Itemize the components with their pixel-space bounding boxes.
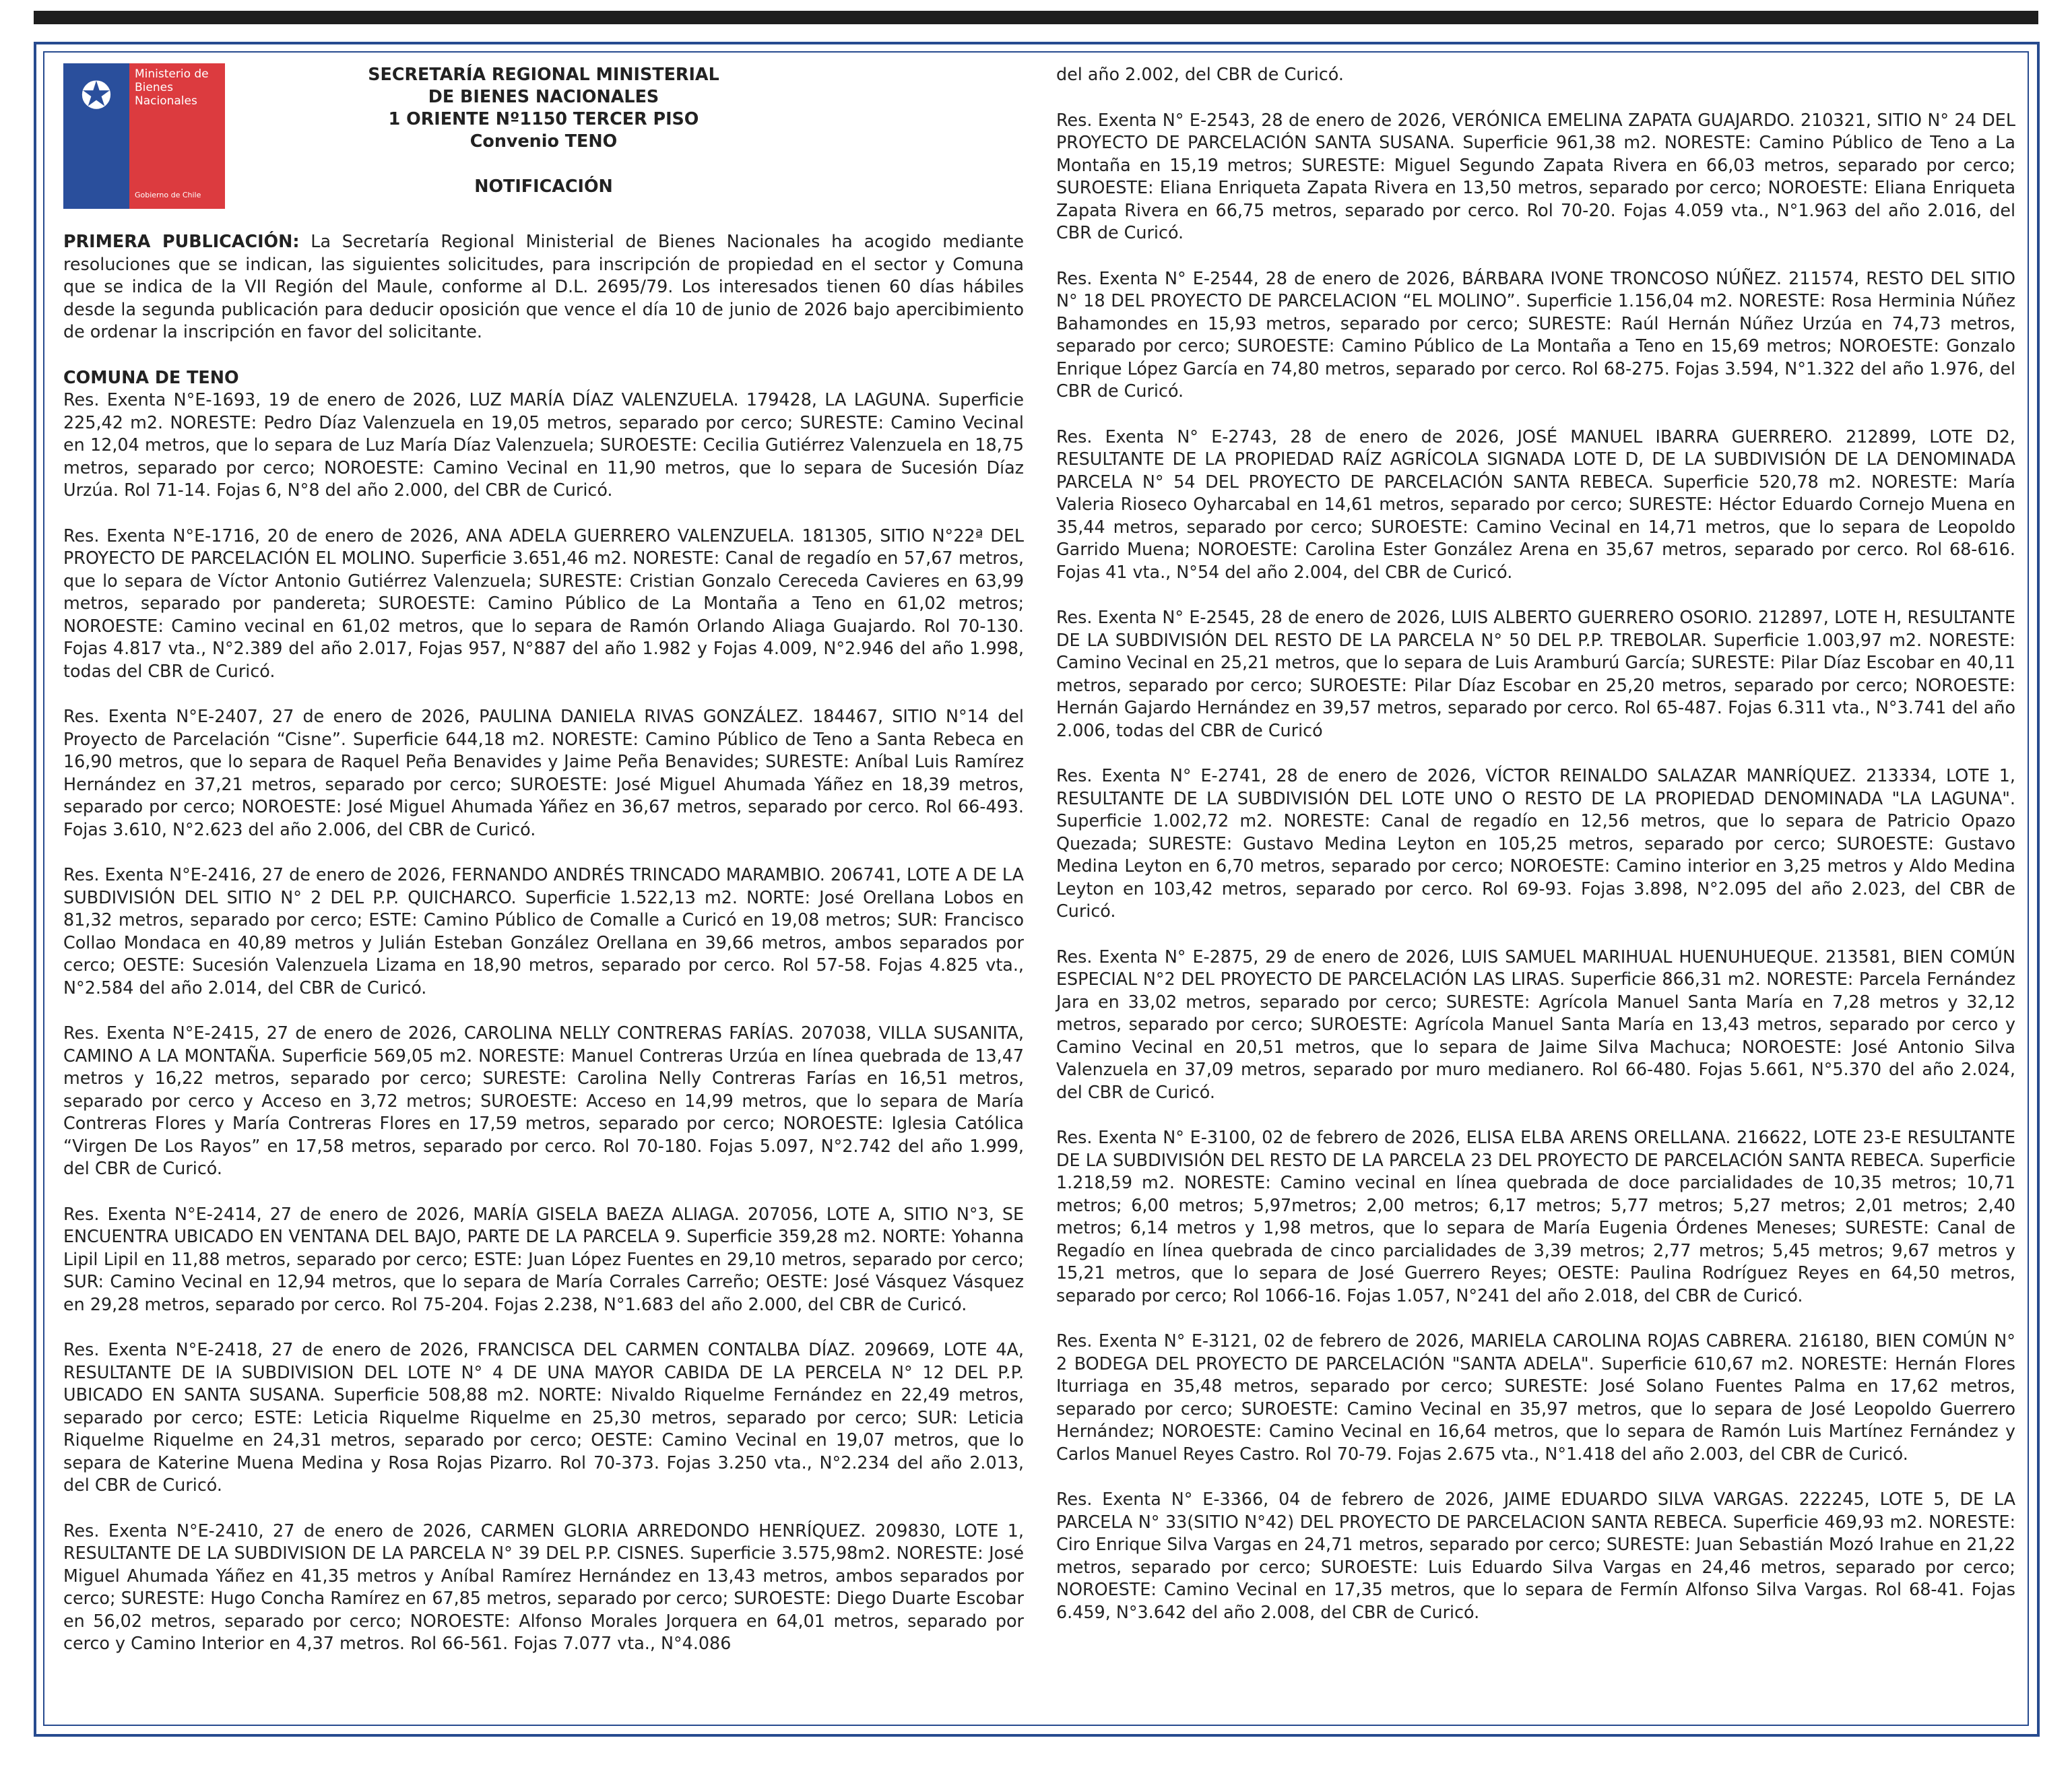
header-text [225,63,1024,209]
top-black-bar [34,11,2038,24]
entry-paragraph: Res. Exenta N° E-2543, 28 de enero de 2026, VERÓNICA EMELINA ZAPATA GUAJARDO. 210321, SITIO N° 24 DEL PROYECTO DE PARCELACIÓN SANTA SUSANA. Superficie 961,38 m2. NORESTE: Camino Público de Teno a La Montaña en 15,19 metros; SURESTE: Miguel Segundo Zapata Rivera en 66,03 metros, separado por cerco; SUROESTE: Eliana Enriqueta Zapata Rivera en 13,50 metros, separado por cerco; NOROESTE: Eliana Enriqueta Zapata Rivera en 66,75 metros, separado por cerco. Rol 70-20. Fojas 4.059 vta., N°1.963 del año 2.016, del CBR de Curicó. [1056,109,2015,243]
logo-government-text: Gobierno de Chile [135,191,201,199]
right-column [1056,63,2015,1624]
entry-paragraph: Res. Exenta N° E-2875, 29 de enero de 2026, LUIS SAMUEL MARIHUAL HUENUHUEQUE. 213581, BIEN COMÚN ESPECIAL N°2 DEL PROYECTO DE PARCELACIÓN LAS LIRAS. Superficie 866,31 m2. NORESTE: Parcela Fernández Jara en 33,02 metros, separado por cerco; SURESTE: Agrícola Manuel Santa María en 7,28 metros y 32,12 metros, separado por cerco; SUROESTE: Agrícola Manuel Santa María en 13,43 metros, separado por cerco y Camino Vecinal en 20,51 metros, que lo separa de Jaime Silva Machuca; NOROESTE: José Antonio Silva Valenzuela en 37,09 metros, separado por muro medianero. Rol 66-480. Fojas 5.661, N°5.370 del año 2.024, del CBR de Curicó. [1056,946,2015,1102]
intro-text: La Secretaría Regional Ministerial de Bienes Nacionales ha acogido mediante resoluciones que se indican, las siguientes solicitudes, para inscripción de propiedad en el sector y Comuna que se indica de la VII Región del Maule, conforme al D.L. 2695/79. Los interesados tienen 60 días hábiles desde la segunda publicación para deducir oposición que vence el día 10 de junio de 2026 bajo apercibimiento de ordenar la inscripción en favor del solicitante. [63,231,1024,342]
notice-header [63,63,1024,209]
entry-continuation: del año 2.002, del CBR de Curicó. [1056,64,1344,84]
entry-paragraph: Res. Exenta N°E-2407, 27 de enero de 2026, PAULINA DANIELA RIVAS GONZÁLEZ. 184467, SITIO N°14 del Proyecto de Parcelación “Cisne”. Superficie 644,18 m2. NORESTE: Camino Público de Teno a Santa Rebeca en 16,90 metros, que lo separa de Raquel Peña Benavides y Jaime Peña Benavides; SURESTE: Aníbal Luis Ramírez Hernández en 37,21 metros, separado por cerco; SUROESTE: José Miguel Ahumada Yáñez en 18,39 metros, separado por cerco; NOROESTE: José Miguel Ahumada Yáñez en 36,67 metros, separado por cerco. Rol 66-493. Fojas 3.610, N°2.623 del año 2.006, del CBR de Curicó. [63,706,1024,839]
entry-paragraph: Res. Exenta N°E-2410, 27 de enero de 2026, CARMEN GLORIA ARREDONDO HENRÍQUEZ. 209830, LOTE 1, RESULTANTE DE LA SUBDIVISION DE LA PARCELA N° 39 DEL P.P. CISNES. Superficie 3.575,98m2. NORESTE: José Miguel Ahumada Yáñez en 41,35 metros y Aníbal Ramírez Hernández en 13,43 metros, ambos separados por cerco; SURESTE: Hugo Concha Ramírez en 67,85 metros, separado por cerco; SUROESTE: Diego Duarte Escobar en 56,02 metros, separado por cerco; NOROESTE: Alfonso Morales Jorquera en 64,01 metros, separado por cerco y Camino Interior en 4,37 metros. Rol 66-561. Fojas 7.077 vta., N°4.086 [63,1520,1024,1653]
entry-paragraph: Res. Exenta N°E-1693, 19 de enero de 2026, LUZ MARÍA DÍAZ VALENZUELA. 179428, LA LAGUNA. Superficie 225,42 m2. NORESTE: Pedro Díaz Valenzuela en 19,05 metros, separado por cerco; SURESTE: Camino Vecinal en 12,04 metros, que lo separa de Luz María Díaz Valenzuela; SUROESTE: Cecilia Gutiérrez Valenzuela en 18,75 metros, separado por cerco; NOROESTE: Camino Vecinal en 11,90 metros, que lo separa de Sucesión Díaz Urzúa. Rol 71-14. Fojas 6, N°8 del año 2.000, del CBR de Curicó. [63,389,1024,500]
entry-paragraph: Res. Exenta N°E-1716, 20 de enero de 2026, ANA ADELA GUERRERO VALENZUELA. 181305, SITIO N°22ª DEL PROYECTO DE PARCELACIÓN EL MOLINO. Superficie 3.651,46 m2. NORESTE: Canal de regadío en 57,67 metros, que lo separa de Víctor Antonio Gutiérrez Valenzuela; SURESTE: Cristian Gonzalo Cereceda Cavieres en 63,99 metros, separado por pandereta; SUROESTE: Camino Público de La Montaña a Teno en 61,02 metros; NOROESTE: Camino vecinal en 61,02 metros, que lo separa de Ramón Orlando Aliaga Guajardo. Rol 70-130. Fojas 4.817 vta., N°2.389 del año 2.017, Fojas 957, N°887 del año 1.982 y Fojas 4.009, N°2.946 del año 1.998, todas del CBR de Curicó. [63,525,1024,681]
logo-red-panel [129,63,225,209]
ministry-logo [63,63,225,209]
intro-paragraph [63,230,1024,344]
entry-paragraph: Res. Exenta N°E-2418, 27 de enero de 2026, FRANCISCA DEL CARMEN CONTALBA DÍAZ. 209669, LOTE 4A, RESULTANTE DE lA SUBDIVISION DEL LOTE N° 4 DE UNA MAYOR CABIDA DE LA PERCELA N° 12 DEL P.P. UBICADO EN SANTA SUSANA. Superficie 508,88 m2. NORTE: Nivaldo Riquelme Fernández en 22,49 metros, separado por cerco; ESTE: Leticia Riquelme Riquelme en 25,30 metros, separado por cerco; SUR: Leticia Riquelme Riquelme en 24,31 metros, separado por cerco; OESTE: Camino Vecinal en 19,07 metros, que lo separa de Katerine Muena Medina y Rosa Rojas Pizarro. Rol 70-373. Fojas 3.250 vta., N°2.234 del año 2.013, del CBR de Curicó. [63,1339,1024,1495]
entry-paragraph: Res. Exenta N° E-3100, 02 de febrero de 2026, ELISA ELBA ARENS ORELLANA. 216622, LOTE 23-E RESULTANTE DE LA SUBDIVISIÓN DEL RESTO DE LA PARCELA 23 DEL PROYECTO DE PARCELACIÓN SANTA REBECA. Superficie 1.218,59 m2. NORESTE: Camino vecinal en línea quebrada de doce parcialidades de 10,35 metros; 10,71 metros; 6,00 metros; 5,97metros; 2,00 metros; 6,17 metros; 5,77 metros; 5,27 metros; 2,01 metros; 2,40 metros; 6,14 metros y 1,98 metros, que lo separa de María Eugenia Órdenes Meneses; SURESTE: Canal de Regadío en línea quebrada de cinco parcialidades de 3,39 metros; 2,77 metros; 5,45 metros; 9,67 metros y 15,21 metros, que lo separa de José Guerrero Reyes; OESTE: Paulina Rodríguez Reyes en 64,50 metros, separado por cerco; Rol 1066-16. Fojas 1.057, N°241 del año 2.018, del CBR de Curicó. [1056,1127,2015,1306]
header-line-4: Convenio TENO [470,131,618,151]
coat-of-arms-icon: ✪ [80,74,112,118]
commune-title: COMUNA DE TENO [63,366,239,387]
logo-ministry-text: Ministerio de Bienes Nacionales [135,67,209,108]
entry-paragraph: Res. Exenta N° E-2741, 28 de enero de 2026, VÍCTOR REINALDO SALAZAR MANRÍQUEZ. 213334, LOTE 1, RESULTANTE DE LA SUBDIVISIÓN DEL LOTE UNO O RESTO DE LA PROPIEDAD DENOMINADA "LA LAGUNA". Superficie 1.002,72 m2. NORESTE: Canal de regadío en 12,56 metros, que lo separa de Patricio Opazo Quezada; SURESTE: Gustavo Medina Leyton en 105,25 metros, separado por cerco; SUROESTE: Gustavo Medina Leyton en 6,70 metros, separado por cerco; NOROESTE: Camino interior en 3,25 metros y Aldo Medina Leyton en 103,42 metros, separado por cerco. Rol 69-93. Fojas 3.898, N°2.095 del año 2.023, del CBR de Curicó. [1056,765,2015,921]
entry-paragraph: Res. Exenta N°E-2414, 27 de enero de 2026, MARÍA GISELA BAEZA ALIAGA. 207056, LOTE A, SITIO N°3, SE ENCUENTRA UBICADO EN VENTANA DEL BAJO, PARTE DE LA PARCELA 9. Superficie 359,28 m2. NORTE: Yohanna Lipil Lipil en 11,88 metros, separado por cerco; ESTE: Juan López Fuentes en 29,10 metros, separado por cerco; SUR: Camino Vecinal en 12,94 metros, que lo separa de María Corrales Carreño; OESTE: José Vásquez Vásquez en 29,28 metros, separado por cerco. Rol 75-204. Fojas 2.238, N°1.683 del año 2.000, del CBR de Curicó. [63,1203,1024,1314]
entry-paragraph: Res. Exenta N°E-2415, 27 de enero de 2026, CAROLINA NELLY CONTRERAS FARÍAS. 207038, VILLA SUSANITA, CAMINO A LA MONTAÑA. Superficie 569,05 m2. NORESTE: Manuel Contreras Urzúa en línea quebrada de 13,47 metros y 16,22 metros, separado por cerco; SURESTE: Carolina Nelly Contreras Farías en 16,51 metros, separado por cerco y Acceso en 3,72 metros; SUROESTE: Acceso en 14,99 metros, que lo separa de María Contreras Flores y María Contreras Flores en 17,59 metros, separado por cerco; NOROESTE: Iglesia Católica “Virgen De Los Rayos” en 17,58 metros, separado por cerco. Rol 70-180. Fojas 5.097, N°2.742 del año 1.999, del CBR de Curicó. [63,1023,1024,1178]
entry-paragraph: Res. Exenta N° E-3366, 04 de febrero de 2026, JAIME EDUARDO SILVA VARGAS. 222245, LOTE 5, DE LA PARCELA N° 33(SITIO N°42) DEL PROYECTO DE PARCELACION SANTA REBECA. Superficie 469,93 m2. NORESTE: Ciro Enrique Silva Vargas en 24,71 metros, separado por cerco; SURESTE: Juan Sebastián Mozó Irahue en 21,22 metros, separado por cerco; SUROESTE: Luis Eduardo Silva Vargas en 24,46 metros, separado por cerco; NOROESTE: Camino Vecinal en 17,35 metros, que lo separa de Fermín Alfonso Silva Vargas. Rol 68-41. Fojas 6.459, N°3.642 del año 2.008, del CBR de Curicó. [1056,1489,2015,1622]
entry-paragraph: Res. Exenta N° E-3121, 02 de febrero de 2026, MARIELA CAROLINA ROJAS CABRERA. 216180, BIEN COMÚN N° 2 BODEGA DEL PROYECTO DE PARCELACIÓN "SANTA ADELA". Superficie 610,67 m2. NORESTE: Hernán Flores Iturriaga en 35,48 metros, separado por cerco; SURESTE: José Solano Fuentes Palma en 17,62 metros, separado por cerco; SUROESTE: Camino Vecinal en 35,97 metros, que lo separa de José Leopoldo Guerrero Hernández; NOROESTE: Camino Vecinal en 16,64 metros, que lo separa de Ramón Luis Martínez Fernández y Carlos Manuel Reyes Castro. Rol 70-79. Fojas 2.675 vta., N°1.418 del año 2.003, del CBR de Curicó. [1056,1330,2015,1464]
logo-blue-panel [63,63,129,209]
entry-paragraph: Res. Exenta N°E-2416, 27 de enero de 2026, FERNANDO ANDRÉS TRINCADO MARAMBIO. 206741, LOTE A DE LA SUBDIVISIÓN DEL SITIO N° 2 DEL P.P. QUICHARCO. Superficie 1.522,13 m2. NORTE: José Orellana Lobos en 81,32 metros, separado por cerco; ESTE: Camino Público de Comalle a Curicó en 19,08 metros; SUR: Francisco Collao Mondaca en 40,89 metros y Julián Esteban González Orellana en 39,66 metros, ambos separados por cerco; OESTE: Sucesión Valenzuela Lizama en 18,90 metros, separado por cerco. Rol 57-58. Fojas 4.825 vta., N°2.584 del año 2.014, del CBR de Curicó. [63,864,1024,998]
intro-label: PRIMERA PUBLICACIÓN: [63,231,300,251]
header-line-3: 1 ORIENTE Nº1150 TERCER PISO [388,108,699,129]
entry-paragraph: Res. Exenta N° E-2743, 28 de enero de 2026, JOSÉ MANUEL IBARRA GUERRERO. 212899, LOTE D2, RESULTANTE DE LA PROPIEDAD RAÍZ AGRÍCOLA SIGNADA LOTE D, DE LA SUBDIVISIÓN DE LA DENOMINADA PARCELA N° 54 DEL PROYECTO DE PARCELACIÓN SANTA REBECA. Superficie 520,78 m2. NORESTE: María Valeria Rioseco Oyharcabal en 14,61 metros, separado por cerco; SURESTE: Héctor Eduardo Cornejo Muena en 35,44 metros, separado por cerco; SUROESTE: Camino Vecinal en 14,71 metros, que lo separa de Leopoldo Garrido Muena; NOROESTE: Carolina Ester González Arena en 35,67 metros, separado por cerco. Rol 68-616. Fojas 41 vta., N°54 del año 2.004, del CBR de Curicó. [1056,426,2015,582]
header-line-2: DE BIENES NACIONALES [428,86,659,106]
entry-paragraph: Res. Exenta N° E-2545, 28 de enero de 2026, LUIS ALBERTO GUERRERO OSORIO. 212897, LOTE H, RESULTANTE DE LA SUBDIVISIÓN DEL RESTO DE LA PARCELA N° 50 DEL P.P. TREBOLAR. Superficie 1.003,97 m2. NORESTE: Camino Vecinal en 25,21 metros, que lo separa de Luis Aramburú García; SURESTE: Pilar Díaz Escobar en 40,11 metros, separado por cerco; SUROESTE: Pilar Díaz Escobar en 25,20 metros, separado por cerco; NOROESTE: Hernán Gajardo Hernández en 39,57 metros, separado por cerco. Rol 65-487. Fojas 6.311 vta., N°3.741 del año 2.006, todas del CBR de Curicó [1056,607,2015,740]
entry-paragraph: Res. Exenta N° E-2544, 28 de enero de 2026, BÁRBARA IVONE TRONCOSO NÚÑEZ. 211574, RESTO DEL SITIO N° 18 DEL PROYECTO DE PARCELACION “EL MOLINO”. Superficie 1.156,04 m2. NORESTE: Rosa Herminia Núñez Bahamondes en 15,93 metros, separado por cerco; SURESTE: Raúl Hernán Núñez Urzúa en 74,73 metros, separado por cerco; SUROESTE: Camino Público de La Montaña a Teno en 15,69 metros; NOROESTE: Gonzalo Enrique López García en 74,80 metros, separado por cerco. Rol 68-275. Fojas 3.594, N°1.322 del año 1.976, del CBR de Curicó. [1056,267,2015,401]
header-line-1: SECRETARÍA REGIONAL MINISTERIAL [368,64,719,84]
notice-title: NOTIFICACIÓN [474,176,613,196]
left-column [63,63,1024,1655]
